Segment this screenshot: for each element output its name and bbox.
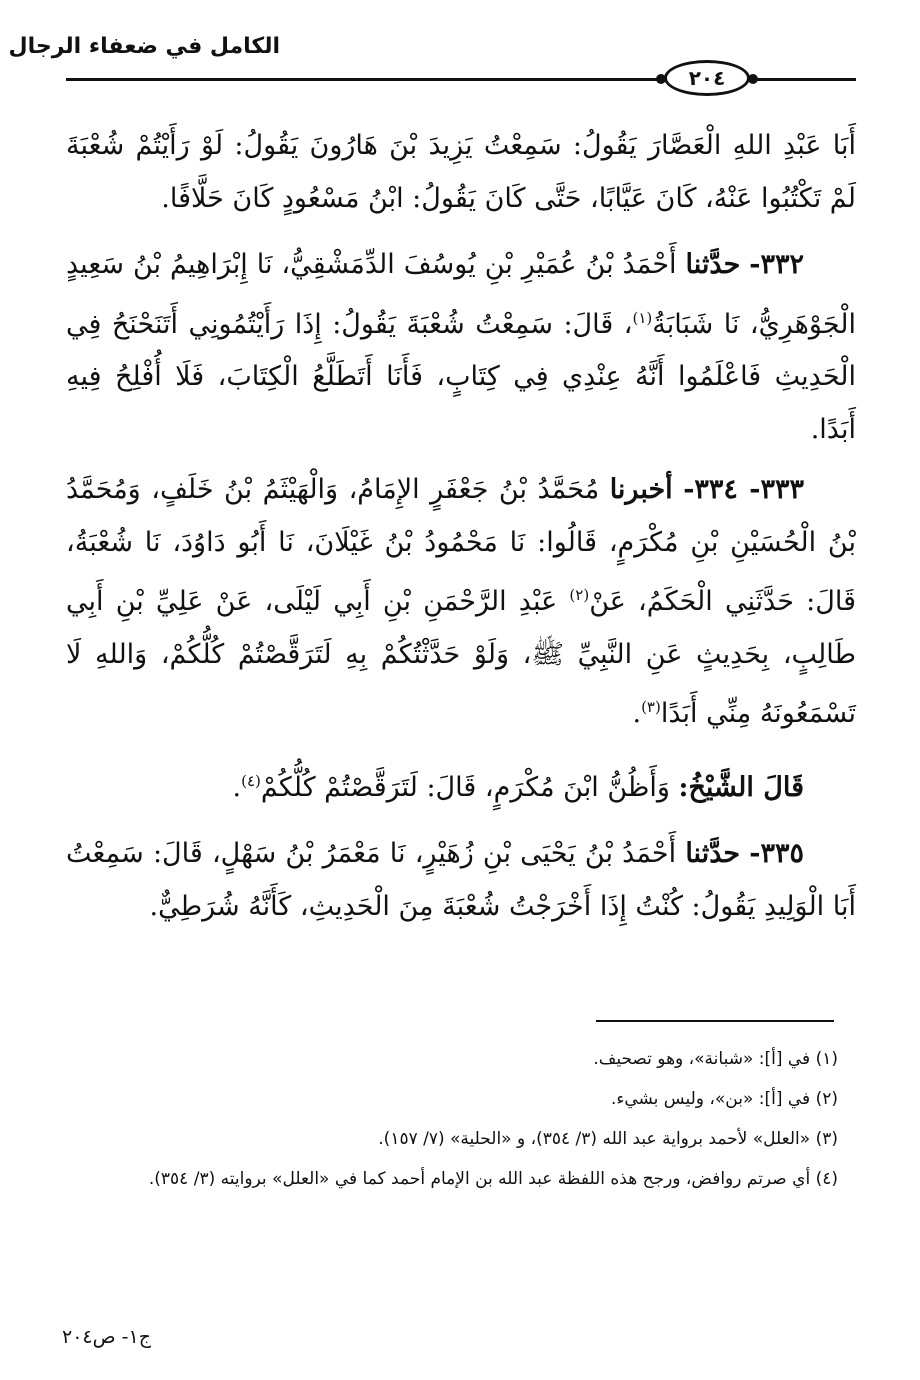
footnote-4: (٤) أي صرتم روافض، ورجح هذه اللفظة عبد الله بن الإمام أحمد كما في «العلل» بروايته (٣/ ٣٥٤). bbox=[148, 1169, 838, 1189]
running-header-title: الكامل في ضعفاء الرجال bbox=[8, 34, 280, 59]
hadith-text: أَحْمَدُ بْنُ يَحْيَى بْنِ زُهَيْرٍ، نَا مَعْمَرُ بْنُ سَهْلٍ، قَالَ: سَمِعْتُ أَبَا الْوَلِيدِ يَقُولُ: كُنْتُ إِذَا أَخْرَجْتُ شُعْبَةَ مِنَ الْحَدِيثِ، كَأَنَّهُ شُرَطِيٌّ. bbox=[66, 838, 856, 922]
footnote-marker: (٢) bbox=[569, 586, 590, 604]
hadith-number: ٣٣٢- bbox=[749, 249, 804, 280]
footnote-1: (١) في [أ]: «شبانة»، وهو تصحيف. bbox=[593, 1049, 838, 1069]
narration-keyword: حدَّثنا bbox=[685, 249, 741, 280]
hadith-text: . bbox=[632, 698, 642, 729]
footnote-marker: (٤) bbox=[241, 771, 261, 790]
hadith-text: مُحَمَّدُ بْنُ جَعْفَرٍ الإِمَامُ، وَالْهَيْثَمُ بْنُ خَلَفٍ، وَمُحَمَّدُ بْنُ الْحُسَيْنِ بْنِ مُكْرَمٍ، قَالُوا: نَا مَحْمُودُ بْنُ غَيْلَانَ، نَا أَبُو دَاوُدَ، نَا شُعْبَةُ، قَالَ: حَدَّثَنِي الْحَكَمُ، عَنْ bbox=[66, 474, 856, 617]
hadith-number: ٣٣٣- ٣٣٤- bbox=[683, 474, 804, 505]
footnotes bbox=[66, 1042, 838, 1202]
hadith-text: ، قَالَ: سَمِعْتُ شُعْبَةَ يَقُولُ: إِذَا رَأَيْتُمُونِي أَتَنَحْنَحُ فِي الْحَدِيثِ فَاعْلَمُوا أَنَّهُ عِنْدِي فِي كِتَابٍ، فَأَنَا أَتَطَلَّعُ الْكِتَابَ، فَلَا أُفْلِحُ فِيهِ أَبَدًا. bbox=[66, 308, 856, 445]
hadith-text: أَحْمَدُ بْنُ عُمَيْرِ بْنِ يُوسُفَ الدِّمَشْقِيُّ، نَا إِبْرَاهِيمُ بْنُ سَعِيدٍ الْجَوْهَرِيُّ، نَا شَبَابَةُ bbox=[66, 249, 856, 340]
narration-keyword: أخبرنا bbox=[609, 474, 673, 505]
footnote-marker: (١) bbox=[632, 308, 653, 327]
footnote-marker: (٣) bbox=[641, 698, 661, 716]
narration-keyword: حدَّثنا bbox=[685, 838, 741, 869]
hadith-333-334 bbox=[66, 464, 856, 741]
hadith-335 bbox=[66, 828, 856, 933]
comment-text: . bbox=[232, 771, 242, 803]
footnote-2: (٢) في [أ]: «بن»، وليس بشيء. bbox=[610, 1089, 838, 1109]
main-text bbox=[66, 120, 856, 941]
paragraph-text: أَبَا عَبْدِ اللهِ الْعَصَّارَ يَقُولُ: سَمِعْتُ يَزِيدَ بْنَ هَارُونَ يَقُولُ: لَوْ رَأَيْتُمْ شُعْبَةَ لَمْ تَكْتُبُوا عَنْهُ، كَانَ عَيَّابًا، حَتَّى كَانَ يَقُولُ: ابْنُ مَسْعُودٍ كَانَ حَلَّافًا. bbox=[66, 130, 856, 214]
hadith-332 bbox=[66, 239, 856, 456]
hadith-number: ٣٣٥- bbox=[749, 838, 805, 869]
footnote-separator bbox=[596, 1020, 834, 1022]
footnote-3: (٣) «العلل» لأحمد برواية عبد الله (٣/ ٣٥٤)، و «الحلية» (٧/ ١٥٧). bbox=[378, 1129, 838, 1149]
sheikh-comment bbox=[66, 755, 856, 815]
comment-text: وَأَظُنُّ ابْنَ مُكْرَمٍ، قَالَ: لَتَرَقَّصْتُمْ كُلُّكُمْ bbox=[260, 771, 679, 803]
sheikh-keyword: قَالَ الشَّيْخُ: bbox=[678, 771, 804, 803]
page-number-badge: ٢٠٤ bbox=[664, 60, 750, 96]
hadith-text: عَبْدِ الرَّحْمَنِ بْنِ أَبِي لَيْلَى، عَنْ عَلِيِّ بْنِ أَبِي طَالِبٍ، بِحَدِيثٍ عَنِ النَّبِيِّ ﷺ، وَلَوْ حَدَّثْتُكُمْ بِهِ لَتَرَقَّصْتُمْ كُلُّكُمْ، وَاللهِ لَا تَسْمَعُونَهُ مِنِّي أَبَدًا bbox=[66, 586, 856, 729]
volume-page-reference: ج١- ص٢٠٤ bbox=[62, 1326, 151, 1348]
paragraph-continuation bbox=[66, 120, 856, 225]
